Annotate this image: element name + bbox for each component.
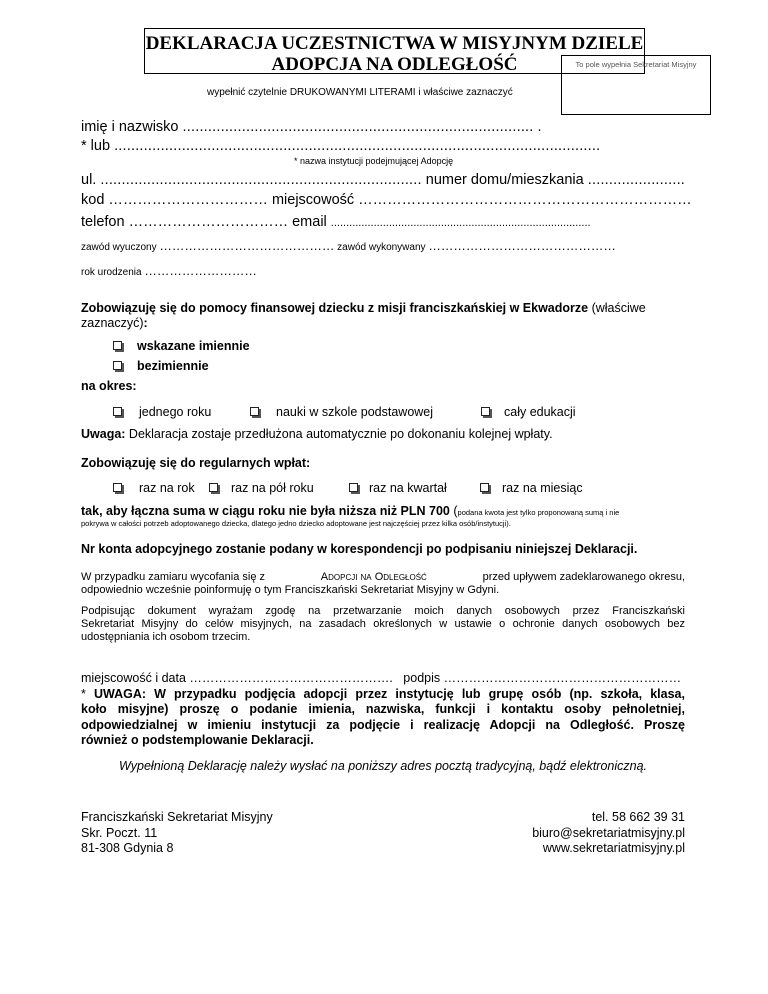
address-city: 81-308 Gdynia 8: [81, 841, 174, 855]
checkbox-quarterly[interactable]: [349, 483, 358, 492]
birth-year-label: rok urodzenia: [81, 267, 142, 278]
minimum-small-2: pokrywa w całości potrzeb adoptowanego dziecka, dlatego jedno dziecko adoptowane jest najczęściej przez kilka osób/instytucji).: [81, 519, 511, 528]
city-dots: ……………………………………………………………: [358, 192, 692, 208]
phone-row[interactable]: [81, 214, 591, 230]
named-label: wskazane imiennie: [137, 339, 250, 353]
institution-warning: [81, 687, 685, 748]
period-one-year-label: jednego roku: [139, 405, 212, 419]
address-block: [81, 810, 273, 857]
warning-line2: koło misyjne) proszę o podanie imienia, nazwiska, funkcji i kontaktu osoby pełnoletniej,: [81, 702, 685, 717]
consent-line2: Sekretariat Misyjny do celów misyjnych, na zasadach określonych w ustawie o ochronie danych osobowych bez: [81, 618, 685, 630]
birth-year-row[interactable]: [81, 264, 257, 278]
period-label: na okres:: [81, 379, 137, 393]
street-label: ul.: [81, 172, 97, 188]
house-dots: .......................: [587, 172, 686, 188]
address-org: Franciszkański Sekretariat Misyjny: [81, 810, 273, 824]
name-label: imię i nazwisko: [81, 119, 179, 135]
commitment-hint-line2: zaznaczyć): [81, 316, 144, 330]
checkbox-half-year[interactable]: [209, 483, 218, 492]
withdrawal-smallcaps: Adopcji na Odległość: [320, 571, 427, 583]
institution-label: * lub: [81, 138, 111, 154]
checkbox-period-one-year[interactable]: [113, 407, 122, 416]
minimum-small-1: podana kwota jest tylko proponowaną sumą i nie: [457, 508, 620, 517]
minimum-bold: tak, aby łączna suma w ciągu roku nie była niższa niż PLN 700: [81, 504, 450, 518]
minimum-amount: [81, 502, 619, 520]
city-label: miejscowość: [271, 192, 355, 208]
job-learned-label: zawód wyuczony: [81, 242, 157, 253]
job-current-dots: ………………………………………: [428, 239, 616, 253]
anonymous-label: bezimiennie: [137, 359, 209, 373]
email-dots: .....................................................................................: [330, 217, 591, 229]
contact-block: [445, 810, 685, 857]
signature-label: podpis: [403, 671, 441, 685]
renewal-note: [81, 427, 553, 441]
commitment-hint: (właściwe: [588, 301, 646, 315]
consent-line1: Podpisując dokument wyrażam zgodę na przetwarzanie moich danych osobowych przez Franciszkański: [81, 605, 685, 617]
phone-label: telefon: [81, 214, 125, 230]
title-line-2: ADOPCJA NA ODLEGŁOŚĆ: [271, 54, 518, 75]
job-current-label: zawód wykonywany: [337, 242, 426, 253]
renewal-note-bold: Uwaga:: [81, 427, 126, 441]
warning-line1: [81, 687, 685, 702]
postcode-row[interactable]: [81, 192, 692, 208]
birth-year-dots: ………………………: [144, 264, 257, 278]
consent-text: [81, 605, 685, 644]
name-end: .: [537, 119, 542, 135]
period-primary-label: nauki w szkole podstawowej: [276, 405, 434, 419]
withdrawal-text: [81, 571, 685, 597]
secretariat-note: To pole wypełnia Sekretariat Misyjny: [575, 60, 697, 69]
name-dots: ...................................................................................: [182, 119, 534, 135]
title-line-1: DEKLARACJA UCZESTNICTWA W MISYJNYM DZIELE: [145, 33, 644, 54]
signature-row[interactable]: [81, 671, 681, 685]
institution-row[interactable]: [81, 138, 600, 154]
minimum-paren: (: [449, 504, 458, 518]
renewal-note-text: Deklaracja zostaje przedłużona automatycznie po dokonaniu kolejnej wpłaty.: [125, 427, 553, 441]
postcode-dots: ……………………………: [108, 192, 268, 208]
house-label: numer domu/mieszkania: [425, 172, 584, 188]
postcode-label: kod: [81, 192, 105, 208]
checkbox-anonymous[interactable]: [113, 361, 122, 370]
email-label: email: [292, 214, 327, 230]
warning-line4: również o podstemplowanie Deklaracji.: [81, 732, 314, 747]
monthly-label: raz na miesiąc: [502, 481, 583, 495]
commitment-text: [81, 301, 685, 331]
street-dots: ............................................................................: [100, 172, 422, 188]
withdrawal-part1: W przypadku zamiaru wycofania się z: [81, 571, 266, 583]
consent-line3: udostępniania ich osobom trzecim.: [81, 631, 251, 643]
checkbox-monthly[interactable]: [480, 483, 489, 492]
yearly-label: raz na rok: [139, 481, 195, 495]
name-row[interactable]: [81, 119, 542, 135]
job-learned-dots: ……………………………………: [159, 239, 335, 253]
institution-dots: ...................................................................................................................: [114, 138, 601, 154]
place-date-dots: ………………………………………….: [189, 671, 393, 685]
half-year-label: raz na pół roku: [231, 481, 314, 495]
contact-email[interactable]: biuro@sekretariatmisyjny.pl: [532, 825, 685, 840]
warning-line1-text: UWAGA: W przypadku podjęcia adopcji przez instytucję lub grupę osób (np. szkoła, klasa,: [85, 687, 685, 701]
checkbox-period-all[interactable]: [481, 407, 490, 416]
contact-website[interactable]: www.sekretariatmisyjny.pl: [542, 841, 685, 855]
place-date-label: miejscowość i data: [81, 671, 186, 685]
street-row[interactable]: [81, 172, 685, 188]
job-row[interactable]: [81, 239, 616, 253]
warning-star: *: [81, 687, 86, 701]
phone-dots: ……………………………: [128, 214, 289, 230]
checkbox-yearly[interactable]: [113, 483, 122, 492]
account-note: Nr konta adopcyjnego zostanie podany w korespondencji po podpisaniu niniejszej Deklaracji.: [81, 542, 638, 556]
send-note: Wypełnioną Deklarację należy wysłać na poniższy adres pocztą tradycyjną, bądź elektroniczną.: [118, 759, 648, 773]
checkbox-period-primary[interactable]: [250, 407, 259, 416]
period-all-label: cały edukacji: [504, 405, 576, 419]
address-box: Skr. Poczt. 11: [81, 825, 158, 840]
institution-note: * nazwa instytucji podejmującej Adopcję: [294, 156, 454, 166]
fill-instruction: wypełnić czytelnie DRUKOWANYMI LITERAMI i właściwe zaznaczyć: [207, 87, 513, 98]
payments-label: Zobowiązuję się do regularnych wpłat:: [81, 456, 311, 470]
quarterly-label: raz na kwartał: [369, 481, 447, 495]
checkbox-named[interactable]: [113, 341, 122, 350]
withdrawal-part2: przed upływem zadeklarowanego okresu,: [482, 571, 685, 583]
signature-dots: …………………………………………………: [443, 671, 682, 685]
withdrawal-line2: odpowiednio wcześnie poinformuję o tym Franciszkański Sekretariat Misyjny w Gdyni.: [81, 584, 500, 596]
contact-phone: tel. 58 662 39 31: [591, 810, 685, 824]
commitment-colon: :: [143, 316, 148, 330]
warning-line3: odpowiedzialnej w imieniu instytucji za podjęcie i realizację Adopcji na Odległość. Proszę: [81, 717, 685, 732]
commitment-bold: Zobowiązuję się do pomocy finansowej dziecku z misji franciszkańskiej w Ekwadorze: [81, 301, 589, 315]
